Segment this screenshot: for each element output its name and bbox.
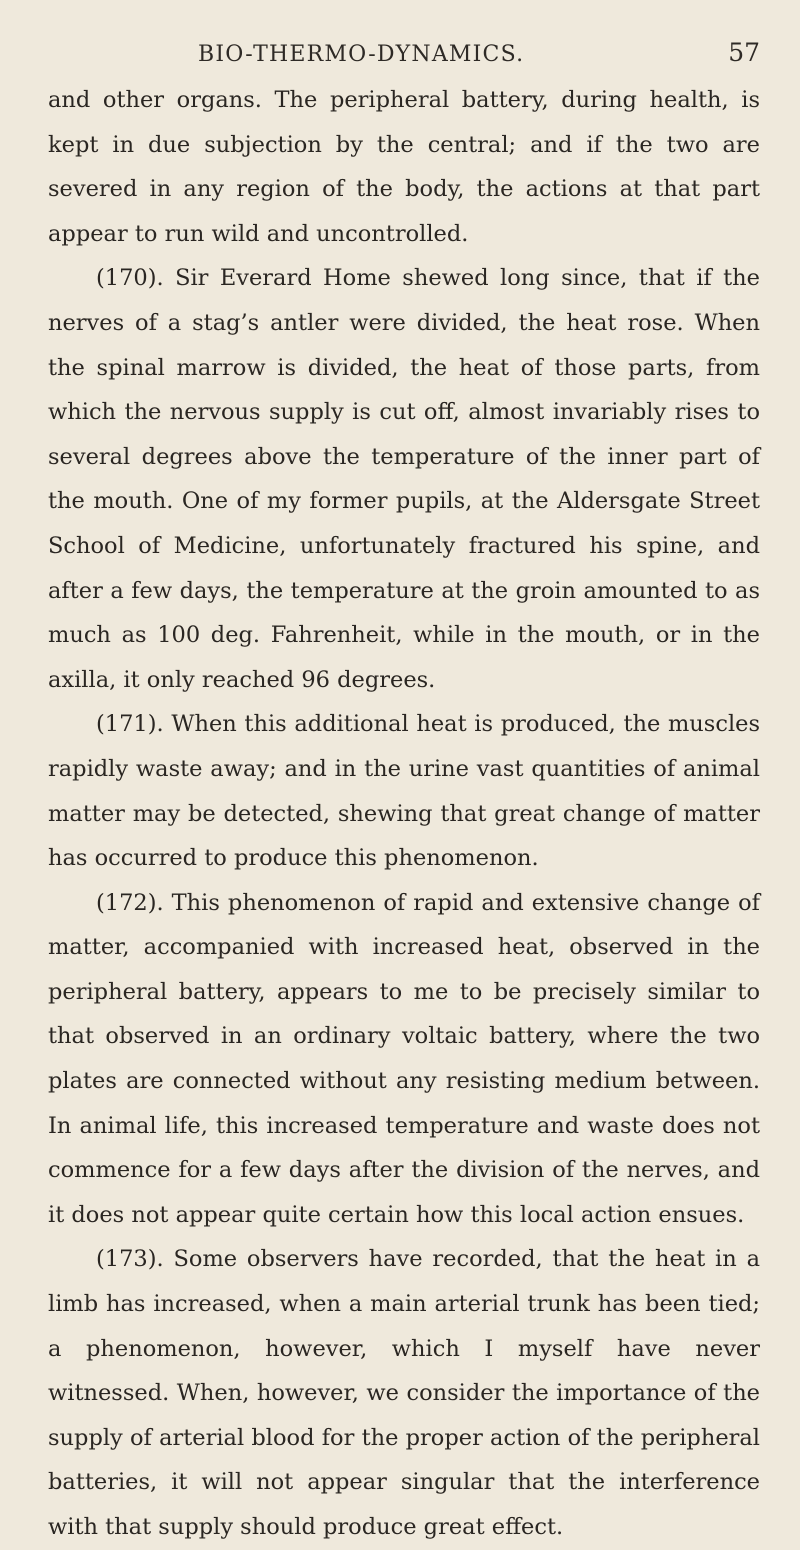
paragraph-173: (173). Some observers have recorded, that the heat in a limb has increased, when a main arterial trunk has been tied; a phenomenon, however, which I myself have never witnessed. When, however, we consider the importance of the supply of arterial blood for the proper action of the peripheral batteries, it will not appear singular that the interference with that supply should produce great effect. xyxy=(48,1246,760,1540)
paragraph-171: (171). When this additional heat is produced, the muscles rapidly waste away; and in the urine vast quantities of animal matter may be detected, shewing that great change of matter has occurred to produce this phenomenon. xyxy=(48,711,760,872)
paragraph-170: (170). Sir Everard Home shewed long since, that if the nerves of a stag’s antler were divided, the heat rose. When the spinal marrow is divided, the heat of those parts, from which the nervous supply is cut off, almost invariably rises to several degrees above the temperature of the inner part of the mouth. One of my former pupils, at the Aldersgate Street School of Medicine, unfortunately fractured his spine, and after a few days, the temperature at the groin amounted to as much as 100 deg. Fahrenheit, while in the mouth, or in the axilla, it only reached 96 degrees. xyxy=(48,265,760,693)
running-head xyxy=(48,36,760,76)
paragraph-continuation: and other organs. The peripheral battery, during health, is kept in due subjection by the central; and if the two are severed in any region of the body, the actions at that part appear to run wild and uncontrolled. xyxy=(48,87,760,247)
running-title: BIO-THERMO-DYNAMICS. xyxy=(198,42,525,67)
page-number: 57 xyxy=(728,38,760,67)
paragraph-172: (172). This phenomenon of rapid and extensive change of matter, accompanied with increased heat, observed in the peripheral battery, appears to me to be precisely similar to that observed in an ordinary voltaic battery, where the two plates are connected without any resisting medium between. In animal life, this increased temperature and waste does not commence for a few days after the division of the nerves, and it does not appear quite certain how this local action ensues. xyxy=(48,889,760,1228)
body-text xyxy=(48,78,760,1550)
